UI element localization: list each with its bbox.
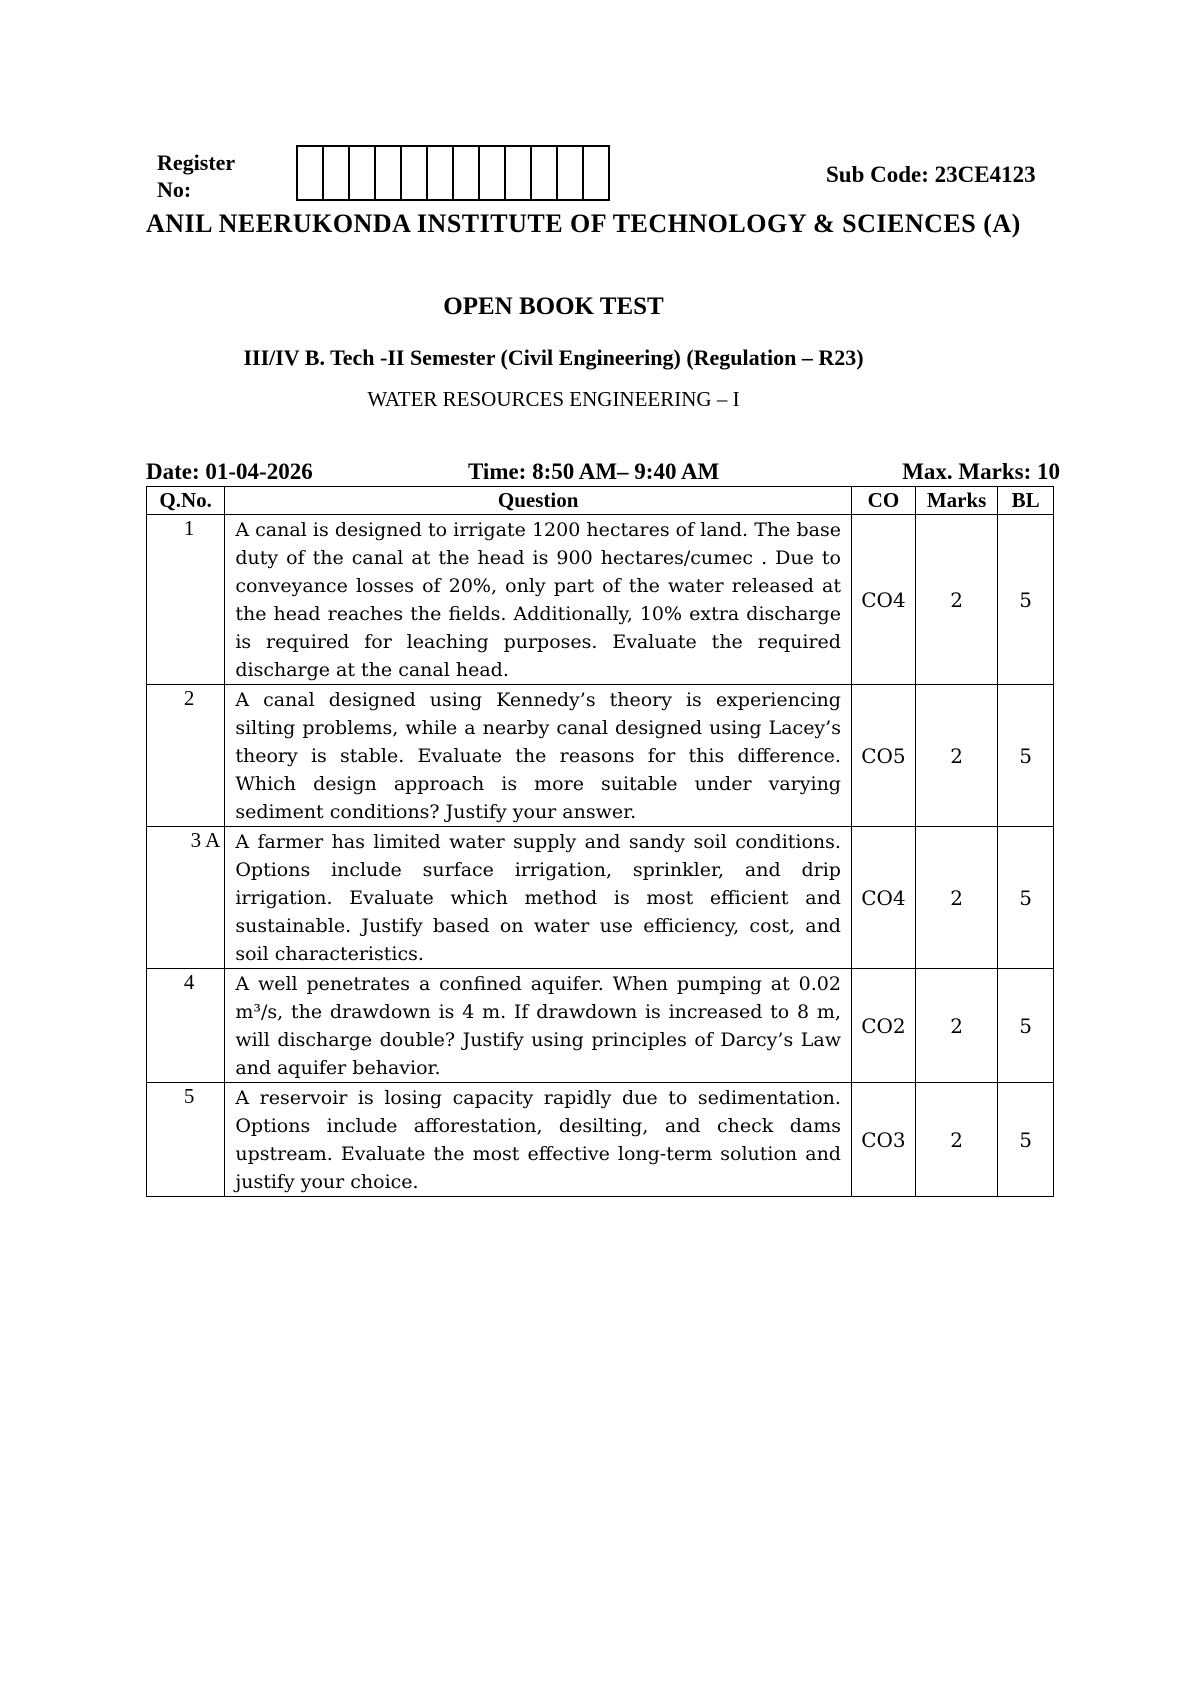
question-number: 3 A bbox=[147, 827, 225, 969]
blooms-level: 5 bbox=[998, 969, 1054, 1083]
register-digit-box[interactable] bbox=[428, 145, 454, 201]
course-outcome: CO2 bbox=[851, 969, 915, 1083]
register-digit-box[interactable] bbox=[402, 145, 428, 201]
register-digit-box[interactable] bbox=[558, 145, 584, 201]
question-marks: 2 bbox=[915, 685, 997, 827]
question-text: A canal is designed to irrigate 1200 hectares of land. The base duty of the canal at the head is 900 hectares/cumec . Due to conveyance losses of 20%, only part of the water released at the head reaches the fields. Additionally, 10% extra discharge is required for leaching purposes. Evaluate the required discharge at the canal head. bbox=[225, 515, 852, 685]
question-marks: 2 bbox=[915, 1083, 997, 1197]
header-question: Question bbox=[225, 487, 852, 515]
blooms-level: 5 bbox=[998, 685, 1054, 827]
question-number: 2 bbox=[147, 685, 225, 827]
table-row bbox=[147, 515, 1054, 685]
subject-title: WATER RESOURCES ENGINEERING – I bbox=[367, 387, 740, 411]
register-digit-box[interactable] bbox=[506, 145, 532, 201]
question-number: 1 bbox=[147, 515, 225, 685]
table-row bbox=[147, 827, 1054, 969]
blooms-level: 5 bbox=[998, 827, 1054, 969]
table-header-row bbox=[147, 487, 1054, 515]
max-marks: Max. Marks: 10 bbox=[902, 459, 1060, 484]
test-title: OPEN BOOK TEST bbox=[443, 293, 664, 320]
header-marks: Marks bbox=[915, 487, 997, 515]
subject-code: Sub Code: 23CE4123 bbox=[826, 162, 1036, 187]
question-text: A reservoir is losing capacity rapidly due to sedimentation. Options include afforestation, desilting, and check dams upstream. Evaluate the most effective long-term solution and justify your choice. bbox=[225, 1083, 852, 1197]
register-digit-box[interactable] bbox=[532, 145, 558, 201]
register-label: Register No: bbox=[157, 150, 235, 202]
question-marks: 2 bbox=[915, 515, 997, 685]
question-marks: 2 bbox=[915, 827, 997, 969]
register-digit-box[interactable] bbox=[376, 145, 402, 201]
course-outcome: CO4 bbox=[851, 827, 915, 969]
register-digit-box[interactable] bbox=[350, 145, 376, 201]
course-outcome: CO4 bbox=[851, 515, 915, 685]
table-row bbox=[147, 1083, 1054, 1197]
course-outcome: CO5 bbox=[851, 685, 915, 827]
table-row bbox=[147, 969, 1054, 1083]
institute-name: ANIL NEERUKONDA INSTITUTE OF TECHNOLOGY & SCIENCES (A) bbox=[146, 209, 1021, 238]
exam-date: Date: 01-04-2026 bbox=[146, 459, 313, 484]
header-bl: BL bbox=[998, 487, 1054, 515]
question-text: A canal designed using Kennedy’s theory is experiencing silting problems, while a nearby canal designed using Lacey’s theory is stable. Evaluate the reasons for this difference. Which design approach is more suitable under varying sediment conditions? Justify your answer. bbox=[225, 685, 852, 827]
register-digit-box[interactable] bbox=[480, 145, 506, 201]
question-text: A farmer has limited water supply and sandy soil conditions. Options include surface irrigation, sprinkler, and drip irrigation. Evaluate which method is most efficient and sustainable. Justify based on water use efficiency, cost, and soil characteristics. bbox=[225, 827, 852, 969]
semester-line: III/IV B. Tech -II Semester (Civil Engineering) (Regulation – R23) bbox=[243, 345, 864, 370]
question-marks: 2 bbox=[915, 969, 997, 1083]
register-number-boxes bbox=[296, 145, 610, 201]
blooms-level: 5 bbox=[998, 1083, 1054, 1197]
exam-time: Time: 8:50 AM– 9:40 AM bbox=[468, 459, 720, 484]
header-qno: Q.No. bbox=[147, 487, 225, 515]
question-number: 4 bbox=[147, 969, 225, 1083]
question-table bbox=[146, 486, 1054, 1197]
register-digit-box[interactable] bbox=[584, 145, 610, 201]
question-text: A well penetrates a confined aquifer. When pumping at 0.02 m³/s, the drawdown is 4 m. If drawdown is increased to 8 m, will discharge double? Justify using principles of Darcy’s Law and aquifer behavior. bbox=[225, 969, 852, 1083]
table-row bbox=[147, 685, 1054, 827]
blooms-level: 5 bbox=[998, 515, 1054, 685]
register-digit-box[interactable] bbox=[324, 145, 350, 201]
register-digit-box[interactable] bbox=[454, 145, 480, 201]
register-digit-box[interactable] bbox=[298, 145, 324, 201]
header-co: CO bbox=[851, 487, 915, 515]
question-number: 5 bbox=[147, 1083, 225, 1197]
exam-info-row bbox=[146, 459, 1060, 487]
course-outcome: CO3 bbox=[851, 1083, 915, 1197]
